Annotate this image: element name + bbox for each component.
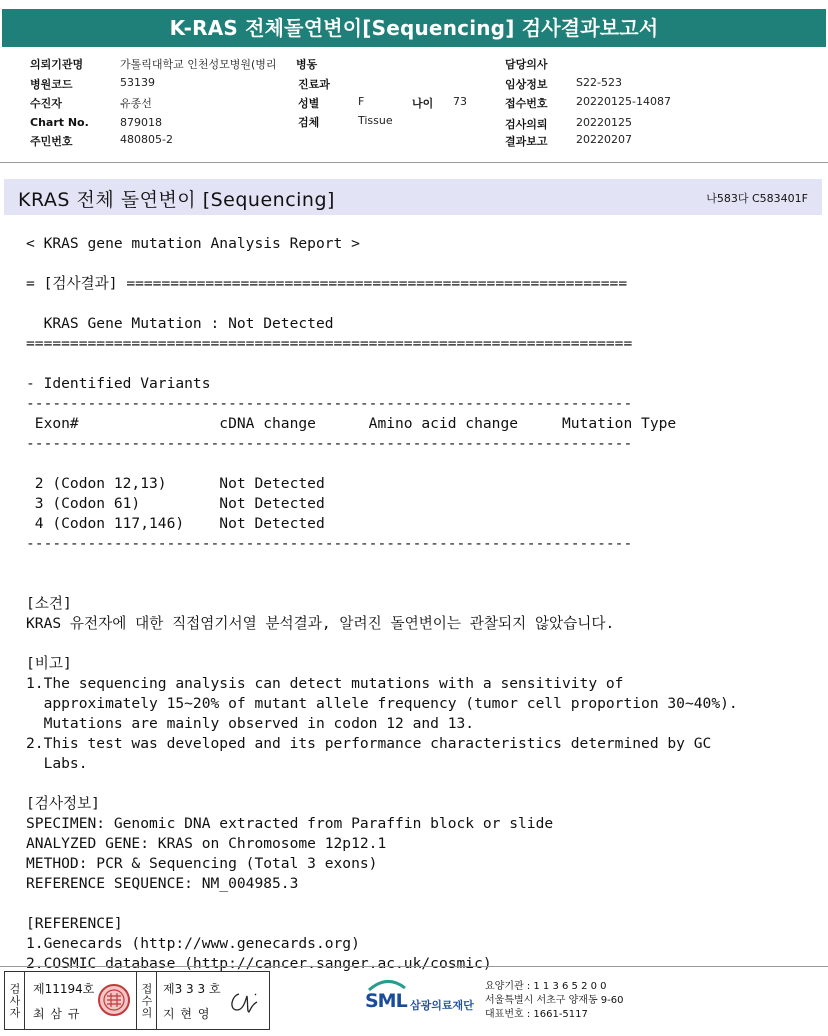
report-line: 2 (Codon 12,13) Not Detected: [26, 475, 325, 492]
age-value: 73: [453, 95, 467, 108]
report-line: [검사정보]: [26, 795, 100, 812]
patient-info: [0, 52, 828, 162]
report-line: =====================================================================: [26, 335, 633, 352]
report-line: - Identified Variants: [26, 375, 211, 392]
report-body: [26, 234, 738, 974]
hospital-code-value: 53139: [120, 76, 155, 89]
section-header: [4, 179, 822, 215]
examiner-number: 제11194호: [33, 982, 95, 996]
org-address: [485, 980, 624, 1022]
report-date-value: 20220207: [576, 133, 632, 146]
institution-value: 가톨릭대학교 인천성모병원(병리: [120, 58, 277, 71]
footer-divider: [0, 966, 828, 967]
report-line: approximately 15~20% of mutant allele frequency (tumor cell proportion 30~40%).: [26, 695, 738, 712]
report-line: Exon# cDNA change Amino acid change Mutation Type: [26, 415, 677, 432]
report-line: = [검사결과] =========================================================: [26, 275, 628, 292]
report-date-label: 결과보고: [505, 135, 548, 148]
report-line: ANALYZED GENE: KRAS on Chromosome 12p12.1: [26, 835, 387, 852]
ward-label: 병동: [296, 58, 318, 71]
report-title: K-RAS 전체돌연변이[Sequencing] 검사결과보고서: [2, 9, 826, 47]
institution-label: 의뢰기관명: [30, 58, 84, 71]
section-code: 나583다 C583401F: [706, 192, 808, 205]
accession-label: 접수번호: [505, 97, 548, 110]
chart-value: 879018: [120, 116, 162, 129]
org-phone: 대표번호 : 1661-5117: [485, 1009, 588, 1020]
rrn-label: 주민번호: [30, 135, 73, 148]
specimen-value: Tissue: [358, 114, 393, 127]
reviewer-number: 제3 3 3 호: [163, 982, 221, 996]
report-line: Labs.: [26, 755, 88, 772]
examiner-seal-icon: [97, 983, 131, 1017]
request-label: 검사의뢰: [505, 118, 548, 131]
report-line: < KRAS gene mutation Analysis Report >: [26, 235, 360, 252]
specimen-label: 검체: [298, 116, 320, 129]
logo-text: SML: [365, 990, 407, 1012]
report-line: [26, 554, 738, 574]
org-street: 서울특별시 서초구 양재동 9-60: [485, 995, 624, 1006]
patient-value: 유종선: [120, 97, 152, 110]
footer: [0, 968, 828, 1036]
org-number: 요양기관 : 1 1 3 6 5 2 0 0: [485, 981, 607, 992]
report-line: 3 (Codon 61) Not Detected: [26, 495, 325, 512]
report-line: REFERENCE SEQUENCE: NM_004985.3: [26, 875, 299, 892]
reviewer-name: 지 현 영: [163, 1007, 211, 1021]
report-line: 4 (Codon 117,146) Not Detected: [26, 515, 325, 532]
report-line: [26, 454, 738, 474]
request-value: 20220125: [576, 116, 632, 129]
sex-value: F: [358, 95, 365, 108]
doctor-label: 담당의사: [505, 58, 548, 71]
report-line: [26, 354, 738, 374]
report-line: Mutations are mainly observed in codon 12 and 13.: [26, 715, 475, 732]
report-line: [비고]: [26, 655, 72, 672]
report-line: [26, 294, 738, 314]
report-line: [26, 774, 738, 794]
report-line: ---------------------------------------------------------------------: [26, 435, 633, 452]
info-divider: [0, 162, 828, 163]
report-line: 1.Genecards (http://www.genecards.org): [26, 935, 360, 952]
reviewer-signature-icon: [225, 986, 265, 1018]
dept-label: 진료과: [298, 78, 330, 91]
accession-value: 20220125-14087: [576, 95, 671, 108]
patient-label: 수진자: [30, 97, 62, 110]
examiner-label: 검사자: [5, 972, 25, 1029]
report-line: SPECIMEN: Genomic DNA extracted from Paraffin block or slide: [26, 815, 554, 832]
report-line: KRAS Gene Mutation : Not Detected: [26, 315, 334, 332]
report-line: [26, 634, 738, 654]
report-line: KRAS 유전자에 대한 직접염기서열 분석결과, 알려진 돌연변이는 관찰되지 않았습니다.: [26, 615, 615, 632]
sex-label: 성별: [298, 97, 320, 110]
signature-box: [4, 971, 270, 1030]
section-title: KRAS 전체 돌연변이 [Sequencing]: [18, 189, 335, 211]
report-line: [REFERENCE]: [26, 915, 123, 932]
clinical-label: 임상정보: [505, 78, 548, 91]
age-label: 나이: [412, 97, 434, 110]
report-line: 2.This test was developed and its performance characteristics determined by GC: [26, 735, 712, 752]
report-line: ---------------------------------------------------------------------: [26, 395, 633, 412]
chart-label: Chart No.: [30, 116, 89, 129]
report-line: 1.The sequencing analysis can detect mutations with a sensitivity of: [26, 675, 624, 692]
reviewer-label: 접수의: [136, 972, 157, 1029]
hospital-code-label: 병원코드: [30, 78, 73, 91]
foundation-name: 삼광의료재단: [410, 999, 474, 1012]
report-line: [소견]: [26, 595, 72, 612]
report-line: 2.COSMIC database (http://cancer.sanger.ac.uk/cosmic): [26, 955, 492, 972]
report-line: [26, 254, 738, 274]
rrn-value: 480805-2: [120, 133, 173, 146]
examiner-name: 최 삼 규: [33, 1007, 81, 1021]
report-line: [26, 574, 738, 594]
report-line: ---------------------------------------------------------------------: [26, 535, 633, 552]
clinical-value: S22-523: [576, 76, 622, 89]
report-line: [26, 894, 738, 914]
report-line: METHOD: PCR & Sequencing (Total 3 exons): [26, 855, 378, 872]
